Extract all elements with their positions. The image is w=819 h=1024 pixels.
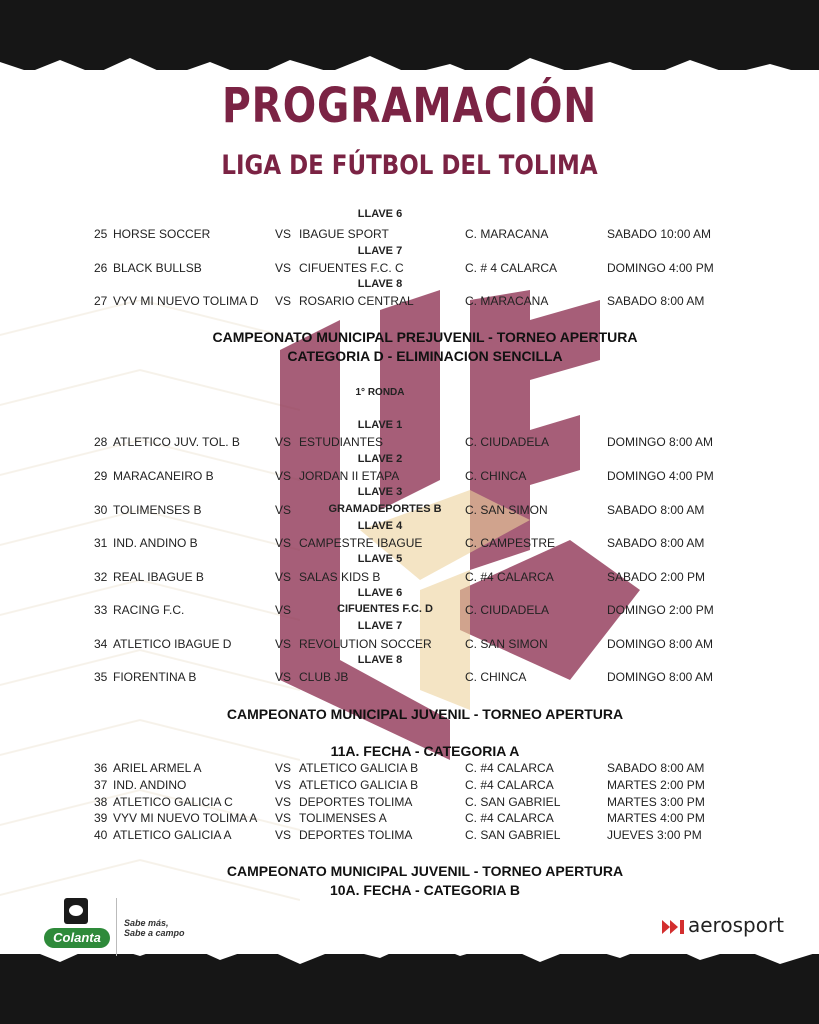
away-team: CIFUENTES F.C. D bbox=[337, 603, 433, 615]
match-number: 35 bbox=[94, 670, 108, 684]
vs-label: VS bbox=[275, 503, 292, 517]
away-team: DEPORTES TOLIMA bbox=[299, 828, 413, 842]
venue: C. # 4 CALARCA bbox=[465, 261, 558, 275]
match-time: JUEVES 3:00 PM bbox=[607, 828, 702, 842]
aerosport-logo: aerosport bbox=[688, 913, 784, 937]
match-row bbox=[0, 811, 819, 825]
match-number: 33 bbox=[94, 603, 108, 617]
section-subheading: 11A. FECHA - CATEGORIA A bbox=[330, 743, 520, 759]
match-time: SABADO 8:00 AM bbox=[607, 503, 705, 517]
home-team: VYV MI NUEVO TOLIMA D bbox=[113, 294, 259, 308]
match-row bbox=[0, 570, 819, 584]
match-row bbox=[0, 778, 819, 792]
away-team: DEPORTES TOLIMA bbox=[299, 795, 413, 809]
llave-label: LLAVE 6 bbox=[357, 208, 403, 220]
section-heading: CAMPEONATO MUNICIPAL JUVENIL - TORNEO APERTURA bbox=[226, 706, 624, 722]
llave-label: LLAVE 1 bbox=[357, 419, 403, 431]
vs-label: VS bbox=[275, 570, 292, 584]
vs-label: VS bbox=[275, 294, 292, 308]
cow-icon bbox=[64, 898, 88, 924]
away-team: GRAMADEPORTES B bbox=[328, 503, 442, 515]
match-row bbox=[0, 536, 819, 550]
away-team: ROSARIO CENTRAL bbox=[299, 294, 414, 308]
match-number: 28 bbox=[94, 435, 108, 449]
section-subheading: CATEGORIA D - ELIMINACION SENCILLA bbox=[287, 348, 563, 364]
venue: C. SAN SIMON bbox=[465, 637, 548, 651]
sponsor-divider bbox=[116, 898, 117, 956]
vs-label: VS bbox=[275, 795, 292, 809]
match-time: MARTES 3:00 PM bbox=[607, 795, 705, 809]
match-row bbox=[0, 795, 819, 809]
match-row bbox=[0, 637, 819, 651]
home-team: ARIEL ARMEL A bbox=[113, 761, 202, 775]
venue: C. CHINCA bbox=[465, 469, 527, 483]
vs-label: VS bbox=[275, 670, 292, 684]
llave-label: LLAVE 4 bbox=[357, 520, 403, 532]
match-row bbox=[0, 469, 819, 483]
match-time: DOMINGO 4:00 PM bbox=[607, 261, 714, 275]
match-time: SABADO 8:00 AM bbox=[607, 761, 705, 775]
llave-label: LLAVE 2 bbox=[357, 453, 403, 465]
match-number: 25 bbox=[94, 227, 108, 241]
match-number: 40 bbox=[94, 828, 108, 842]
home-team: MARACANEIRO B bbox=[113, 469, 214, 483]
home-team: ATLETICO JUV. TOL. B bbox=[113, 435, 240, 449]
match-number: 29 bbox=[94, 469, 108, 483]
colanta-logo: Colanta bbox=[44, 928, 110, 948]
vs-label: VS bbox=[275, 261, 292, 275]
away-team: JORDAN II ETAPA bbox=[299, 469, 400, 483]
match-time: DOMINGO 8:00 AM bbox=[607, 670, 714, 684]
match-row bbox=[0, 670, 819, 684]
home-team: FIORENTINA B bbox=[113, 670, 197, 684]
home-team: IND. ANDINO bbox=[113, 778, 187, 792]
venue: C. SAN GABRIEL bbox=[465, 795, 561, 809]
section-heading: CAMPEONATO MUNICIPAL PREJUVENIL - TORNEO APERTURA bbox=[212, 329, 638, 345]
venue: C. MARACANA bbox=[465, 227, 549, 241]
section-subheading: 10A. FECHA - CATEGORIA B bbox=[329, 882, 521, 898]
match-number: 38 bbox=[94, 795, 108, 809]
match-time: DOMINGO 8:00 AM bbox=[607, 637, 714, 651]
round-label: 1° RONDA bbox=[355, 387, 405, 398]
match-number: 39 bbox=[94, 811, 108, 825]
page-title: PROGRAMACIÓN bbox=[221, 78, 598, 134]
llave-label: LLAVE 8 bbox=[357, 654, 403, 666]
match-time: SABADO 8:00 AM bbox=[607, 536, 705, 550]
match-row bbox=[0, 828, 819, 842]
home-team: REAL IBAGUE B bbox=[113, 570, 204, 584]
llave-label: LLAVE 6 bbox=[357, 587, 403, 599]
match-row bbox=[0, 261, 819, 275]
home-team: HORSE SOCCER bbox=[113, 227, 211, 241]
home-team: VYV MI NUEVO TOLIMA A bbox=[113, 811, 258, 825]
match-time: DOMINGO 2:00 PM bbox=[607, 603, 714, 617]
match-time: DOMINGO 4:00 PM bbox=[607, 469, 714, 483]
away-team: SALAS KIDS B bbox=[299, 570, 381, 584]
home-team: ATLETICO GALICIA C bbox=[113, 795, 233, 809]
match-row bbox=[0, 227, 819, 241]
vs-label: VS bbox=[275, 536, 292, 550]
colanta-tagline-2: Sabe a campo bbox=[124, 928, 185, 938]
home-team: TOLIMENSES B bbox=[113, 503, 202, 517]
venue: C. #4 CALARCA bbox=[465, 570, 554, 584]
llave-label: LLAVE 3 bbox=[357, 486, 403, 498]
match-row bbox=[0, 761, 819, 775]
match-time: MARTES 2:00 PM bbox=[607, 778, 705, 792]
home-team: BLACK BULLSB bbox=[113, 261, 202, 275]
match-number: 26 bbox=[94, 261, 108, 275]
vs-label: VS bbox=[275, 637, 292, 651]
match-time: DOMINGO 8:00 AM bbox=[607, 435, 714, 449]
venue: C. SAN SIMON bbox=[465, 503, 548, 517]
vs-label: VS bbox=[275, 603, 292, 617]
vs-label: VS bbox=[275, 828, 292, 842]
venue: C. #4 CALARCA bbox=[465, 811, 554, 825]
match-row bbox=[0, 294, 819, 308]
match-time: SABADO 2:00 PM bbox=[607, 570, 706, 584]
away-team: ATLETICO GALICIA B bbox=[299, 761, 419, 775]
venue: C. CIUDADELA bbox=[465, 603, 550, 617]
away-team: TOLIMENSES A bbox=[299, 811, 387, 825]
venue: C. CHINCA bbox=[465, 670, 527, 684]
match-row bbox=[0, 603, 819, 617]
home-team: ATLETICO GALICIA A bbox=[113, 828, 232, 842]
home-team: ATLETICO IBAGUE D bbox=[113, 637, 232, 651]
vs-label: VS bbox=[275, 469, 292, 483]
fast-forward-icon bbox=[662, 920, 688, 934]
venue: C. #4 CALARCA bbox=[465, 761, 554, 775]
colanta-tagline-1: Sabe más, bbox=[124, 918, 169, 928]
torn-paper-top-edge bbox=[0, 0, 819, 70]
away-team: CLUB JB bbox=[299, 670, 349, 684]
venue: C. SAN GABRIEL bbox=[465, 828, 561, 842]
llave-label: LLAVE 5 bbox=[357, 553, 403, 565]
match-number: 37 bbox=[94, 778, 108, 792]
vs-label: VS bbox=[275, 435, 292, 449]
llave-label: LLAVE 7 bbox=[357, 620, 403, 632]
away-team: ATLETICO GALICIA B bbox=[299, 778, 419, 792]
away-team: IBAGUE SPORT bbox=[299, 227, 389, 241]
match-time: SABADO 10:00 AM bbox=[607, 227, 712, 241]
venue: C. #4 CALARCA bbox=[465, 778, 554, 792]
match-number: 27 bbox=[94, 294, 108, 308]
home-team: IND. ANDINO B bbox=[113, 536, 198, 550]
match-time: MARTES 4:00 PM bbox=[607, 811, 705, 825]
match-row bbox=[0, 435, 819, 449]
torn-paper-bottom-edge bbox=[0, 954, 819, 1024]
vs-label: VS bbox=[275, 778, 292, 792]
page-subtitle: LIGA DE FÚTBOL DEL TOLIMA bbox=[221, 150, 598, 181]
venue: C. CAMPESTRE bbox=[465, 536, 556, 550]
home-team: RACING F.C. bbox=[113, 603, 185, 617]
section-heading: CAMPEONATO MUNICIPAL JUVENIL - TORNEO APERTURA bbox=[226, 863, 624, 879]
llave-label: LLAVE 7 bbox=[357, 245, 403, 257]
vs-label: VS bbox=[275, 761, 292, 775]
colanta-sponsor bbox=[44, 898, 244, 958]
match-number: 31 bbox=[94, 536, 108, 550]
vs-label: VS bbox=[275, 227, 292, 241]
venue: C. CIUDADELA bbox=[465, 435, 550, 449]
llave-label: LLAVE 8 bbox=[357, 278, 403, 290]
match-number: 30 bbox=[94, 503, 108, 517]
match-number: 36 bbox=[94, 761, 108, 775]
away-team: CAMPESTRE IBAGUE bbox=[299, 536, 423, 550]
match-row bbox=[0, 503, 819, 517]
venue: C. MARACANA bbox=[465, 294, 549, 308]
match-time: SABADO 8:00 AM bbox=[607, 294, 705, 308]
vs-label: VS bbox=[275, 811, 292, 825]
away-team: ESTUDIANTES bbox=[299, 435, 384, 449]
match-number: 34 bbox=[94, 637, 108, 651]
away-team: REVOLUTION SOCCER bbox=[299, 637, 432, 651]
match-number: 32 bbox=[94, 570, 108, 584]
away-team: CIFUENTES F.C. C bbox=[299, 261, 404, 275]
